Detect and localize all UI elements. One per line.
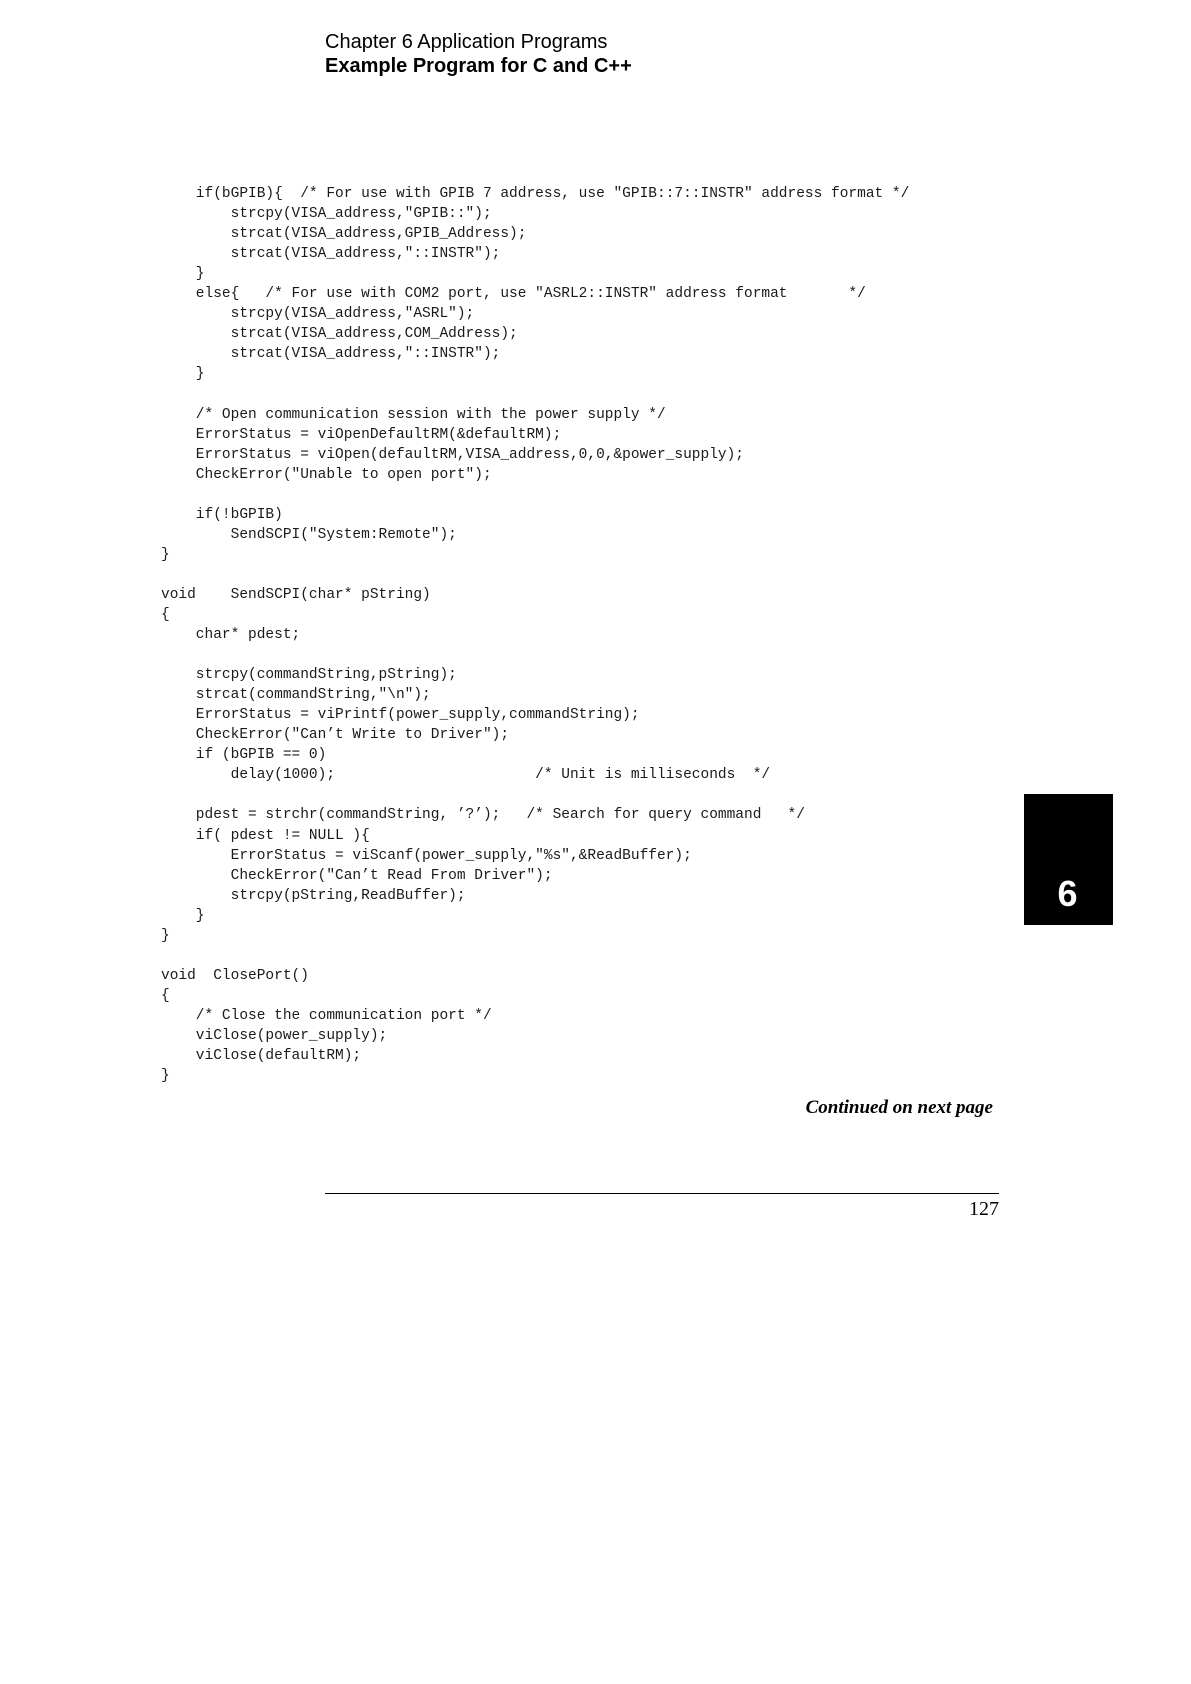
code-line: ErrorStatus = viOpenDefaultRM(&defaultRM);	[161, 426, 562, 443]
chapter-tab	[1024, 794, 1113, 925]
continued-note: Continued on next page	[805, 1097, 993, 1118]
chapter-title: Chapter 6 Application Programs	[325, 31, 608, 53]
code-line	[161, 485, 909, 505]
code-line: ErrorStatus = viScanf(power_supply,"%s",&ReadBuffer);	[161, 847, 692, 864]
code-line: CheckError("Unable to open port");	[161, 466, 492, 483]
code-line: }	[161, 546, 170, 563]
code-line	[161, 946, 909, 966]
code-line: }	[161, 907, 205, 924]
code-line: }	[161, 1068, 170, 1085]
code-line	[161, 785, 909, 805]
page-number: 127	[969, 1198, 999, 1220]
chapter-tab-number: 6	[1057, 873, 1078, 914]
code-line: pdest = strchr(commandString, ’?’); /* Search for query command */	[161, 807, 805, 824]
code-line: strcpy(VISA_address,"GPIB::");	[161, 206, 492, 223]
code-line: CheckError("Can’t Read From Driver");	[161, 867, 553, 884]
code-line: /* Close the communication port */	[161, 1007, 492, 1024]
code-line: strcat(VISA_address,GPIB_Address);	[161, 226, 527, 243]
section-title: Example Program for C and C++	[325, 55, 632, 77]
footer-rule	[325, 1193, 999, 1194]
code-line: void SendSCPI(char* pString)	[161, 586, 431, 603]
code-listing	[161, 184, 909, 1086]
code-line: strcat(VISA_address,COM_Address);	[161, 326, 518, 343]
code-line: strcpy(VISA_address,"ASRL");	[161, 306, 475, 323]
code-line: if( pdest != NULL ){	[161, 827, 370, 844]
code-line: CheckError("Can’t Write to Driver");	[161, 727, 510, 744]
code-line: ErrorStatus = viPrintf(power_supply,commandString);	[161, 707, 640, 724]
code-line: strcat(VISA_address,"::INSTR");	[161, 346, 501, 363]
code-line: }	[161, 366, 205, 383]
code-line: char* pdest;	[161, 627, 301, 644]
code-line: }	[161, 266, 205, 283]
code-line: ErrorStatus = viOpen(defaultRM,VISA_address,0,0,&power_supply);	[161, 446, 744, 463]
code-line: SendSCPI("System:Remote");	[161, 526, 457, 543]
code-line: viClose(power_supply);	[161, 1027, 388, 1044]
code-line	[161, 645, 909, 665]
code-line: /* Open communication session with the power supply */	[161, 406, 666, 423]
code-line: void ClosePort()	[161, 967, 309, 984]
code-line: strcat(commandString,"\n");	[161, 687, 431, 704]
code-line: else{ /* For use with COM2 port, use "ASRL2::INSTR" address format */	[161, 286, 866, 303]
code-line: viClose(defaultRM);	[161, 1048, 362, 1065]
code-line: strcpy(commandString,pString);	[161, 667, 457, 684]
code-line: if(bGPIB){ /* For use with GPIB 7 address, use "GPIB::7::INSTR" address format */	[161, 186, 910, 202]
code-line: }	[161, 927, 170, 944]
code-line: if(!bGPIB)	[161, 506, 283, 523]
code-line: strcat(VISA_address,"::INSTR");	[161, 246, 501, 263]
code-line: {	[161, 987, 170, 1004]
code-line: delay(1000); /* Unit is milliseconds */	[161, 767, 771, 784]
code-line	[161, 384, 909, 404]
code-line: strcpy(pString,ReadBuffer);	[161, 887, 466, 904]
page-header	[325, 30, 632, 78]
code-line: {	[161, 606, 170, 623]
code-line: if (bGPIB == 0)	[161, 747, 327, 764]
code-line	[161, 565, 909, 585]
